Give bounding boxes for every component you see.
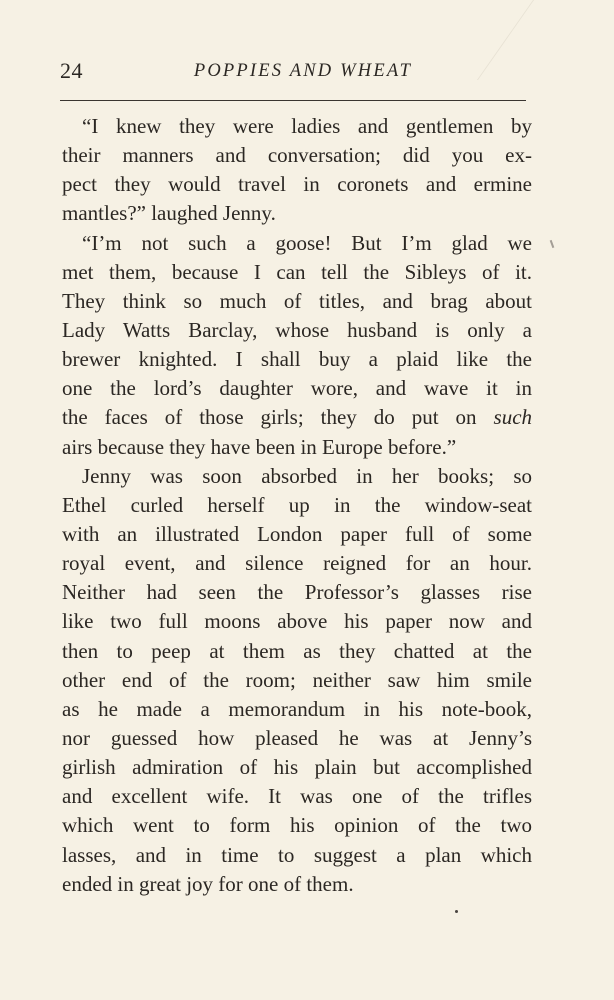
text-line: and excellent wife. It was one of the trifles bbox=[62, 784, 532, 809]
page-header bbox=[60, 58, 526, 86]
text-line: which went to form his opinion of the two bbox=[62, 813, 532, 838]
text-line: pect they would travel in coronets and ermine bbox=[62, 172, 532, 197]
text-line: mantles?” laughed Jenny. bbox=[62, 201, 276, 226]
running-title: POPPIES AND WHEAT bbox=[193, 61, 413, 81]
text-line: other end of the room; neither saw him smile bbox=[62, 667, 532, 692]
text-line bbox=[62, 403, 532, 432]
text-line: “I’m not such a goose! But I’m glad we bbox=[82, 230, 532, 255]
text-line: nor guessed how pleased he was at Jenny’s bbox=[62, 725, 532, 750]
text-line: They think so much of titles, and brag about bbox=[62, 288, 532, 313]
text-line: Neither had seen the Professor’s glasses rise bbox=[62, 580, 532, 605]
ink-speck bbox=[455, 910, 458, 913]
page-number: 24 bbox=[60, 58, 83, 83]
text-line: Lady Watts Barclay, whose husband is only a bbox=[62, 317, 532, 342]
text-line: royal event, and silence reigned for an hour. bbox=[62, 551, 532, 576]
text-line: Ethel curled herself up in the window-seat bbox=[62, 492, 532, 517]
header-rule bbox=[60, 100, 526, 101]
text-line: girlish admiration of his plain but accomplished bbox=[62, 755, 532, 780]
text-line: their manners and conversation; did you ex- bbox=[62, 143, 532, 168]
text-line: airs because they have been in Europe before.” bbox=[62, 434, 457, 459]
text-line: ended in great joy for one of them. bbox=[62, 871, 354, 896]
text-line: with an illustrated London paper full of some bbox=[62, 521, 532, 546]
text-line: “I knew they were ladies and gentlemen by bbox=[82, 114, 532, 138]
text-line: brewer knighted. I shall buy a plaid like the bbox=[62, 347, 532, 372]
italic-emphasis: such bbox=[493, 405, 533, 430]
text-line: Jenny was soon absorbed in her books; so bbox=[82, 463, 532, 488]
text-line: met them, because I can tell the Sibleys of it. bbox=[62, 259, 532, 284]
text-line: one the lord’s daughter wore, and wave it in bbox=[62, 376, 532, 401]
text-line: as he made a memorandum in his note-book, bbox=[62, 696, 532, 721]
text-line: lasses, and in time to suggest a plan which bbox=[62, 842, 532, 867]
stray-mark bbox=[550, 240, 555, 248]
text-line: then to peep at them as they chatted at the bbox=[62, 638, 532, 663]
body-text bbox=[62, 112, 532, 899]
text-segment: the faces of those girls; they do put on bbox=[62, 405, 477, 430]
text-line: like two full moons above his paper now and bbox=[62, 609, 532, 634]
